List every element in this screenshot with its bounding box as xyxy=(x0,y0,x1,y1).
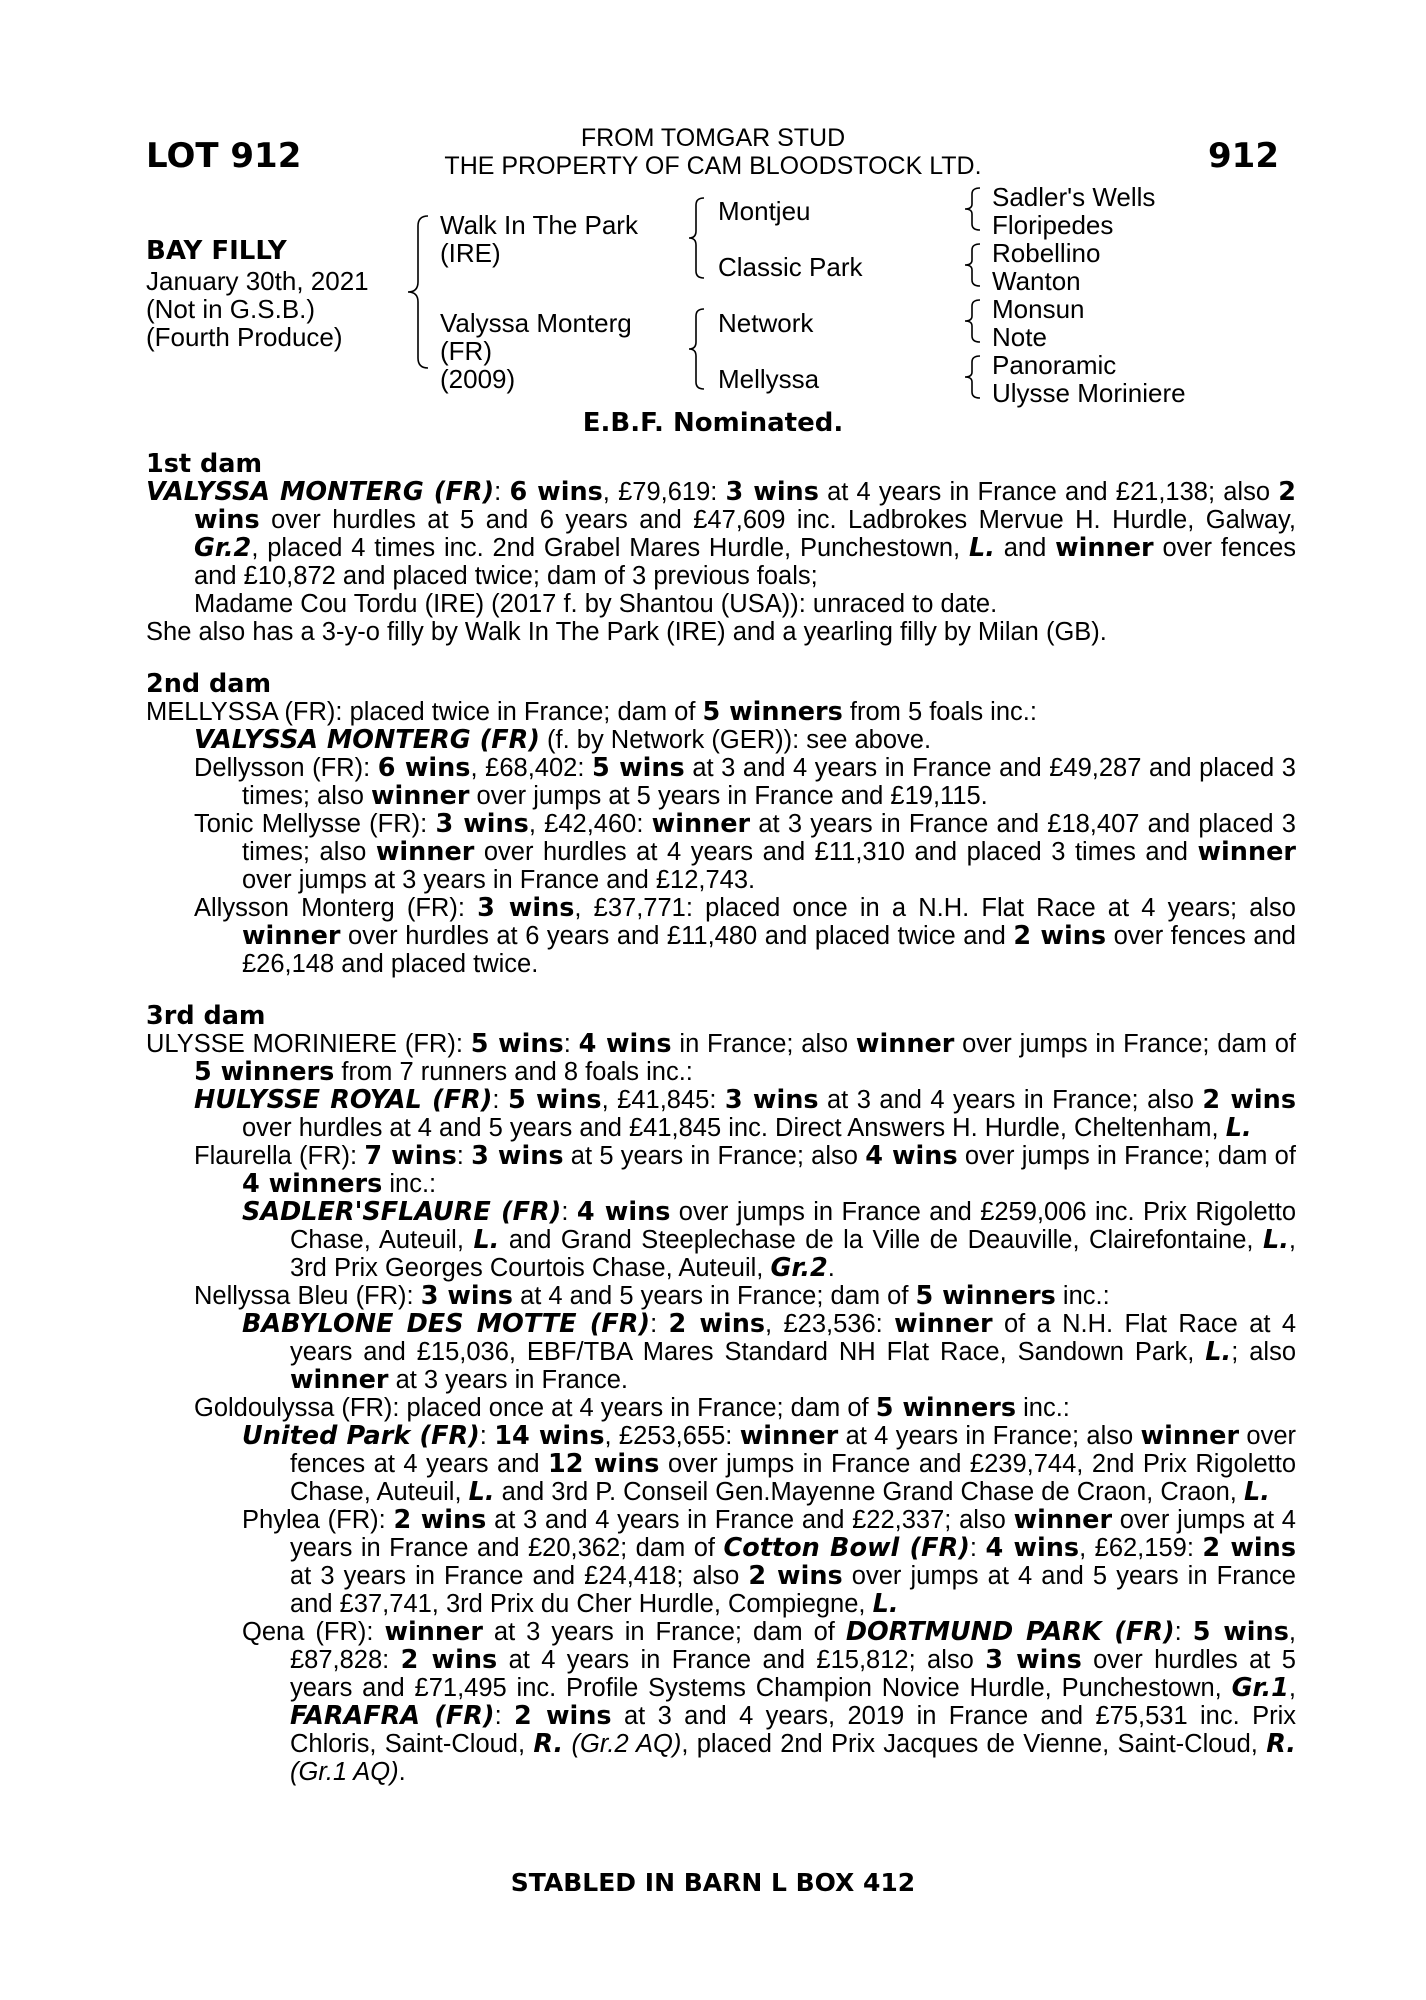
foal-entry: Madame Cou Tordu (IRE) (2017 f. by Shantou (USA)): unraced to date. xyxy=(194,590,998,618)
produce-entry: Flaurella (FR): 7 wins: 3 wins at 5 years in France; also 4 wins over jumps in France; dam of 4 winners inc.: xyxy=(194,1141,1296,1199)
sire-country: (IRE) xyxy=(440,238,501,268)
produce-note: (Fourth Produce) xyxy=(146,322,343,352)
yearling-note: She also has a 3-y-o filly by Walk In The Park (IRE) and a yearling filly by Milan (GB). xyxy=(146,618,1107,646)
foaling-date: January 30th, 2021 xyxy=(146,266,369,296)
dam-record: VALYSSA MONTERG (FR): 6 wins, £79,619: 3 wins at 4 years in France and £21,138; also 2 wins over hurdles at 5 and 6 years and £47,609 inc. Ladbrokes Mervue H. Hurdle, Galway, Gr.2, placed 4 times inc. 2nd Grabel Mares Hurdle, Punchestown, L. and winner over fences and £10,872 and placed twice; dam of 3 previous foals; xyxy=(146,477,1297,590)
ggdam-1: Floripedes xyxy=(992,210,1114,240)
sire-dam: Classic Park xyxy=(718,252,863,282)
catalogue-body xyxy=(146,450,1296,1786)
pedigree-brace-sd xyxy=(962,242,984,288)
vendor-line: FROM TOMGAR STUD xyxy=(580,124,846,152)
stabling-info: STABLED IN BARN L BOX 412 xyxy=(510,1868,916,1897)
pedigree-brace-ss xyxy=(962,186,984,232)
produce-entry: SADLER'SFLAURE (FR): 4 wins over jumps in France and £259,006 inc. Prix Rigoletto Chase, Auteuil, L. and Grand Steeplechase de la Ville de Deauville, Clairefontaine, L., 3rd Prix Georges Courtois Chase, Auteuil, Gr.2. xyxy=(242,1197,1296,1283)
produce-entry: Goldoulyssa (FR): placed once at 4 years in France; dam of 5 winners inc.: xyxy=(194,1393,1070,1423)
produce-entry: Qena (FR): winner at 3 years in France; dam of DORTMUND PARK (FR): 5 wins, £87,828: 2 wins at 4 years in France and £15,812; also 3 wins over hurdles at 5 years and £71,495 inc. Profile Systems Champion Novice Hurdle, Punchestown, Gr.1, FARAFRA (FR): 2 wins at 3 and 4 years, 2019 in France and £75,531 inc. Prix Chloris, Saint-Cloud, R. (Gr.2 AQ), placed 2nd Prix Jacques de Vienne, Saint-Cloud, R. (Gr.1 AQ). xyxy=(242,1617,1296,1786)
produce-entry: Dellysson (FR): 6 wins, £68,402: 5 wins at 3 and 4 years in France and £49,287 and placed 3 times; also winner over jumps at 5 years in France and £19,115. xyxy=(194,753,1296,811)
horse-sex: BAY FILLY xyxy=(146,236,287,266)
property-line: THE PROPERTY OF CAM BLOODSTOCK LTD. xyxy=(444,152,982,180)
produce-entry: Nellyssa Bleu (FR): 3 wins at 4 and 5 years in France; dam of 5 winners inc.: xyxy=(194,1281,1110,1311)
produce-entry: United Park (FR): 14 wins, £253,655: winner at 4 years in France; also winner over fences at 4 years and 12 wins over jumps in France and £239,744, 2nd Prix Rigoletto Chase, Auteuil, L. and 3rd P. Conseil Gen.Mayenne Grand Chase de Craon, Craon, L. xyxy=(242,1421,1296,1507)
produce-entry: VALYSSA MONTERG (FR) (f. by Network (GER)): see above. xyxy=(194,725,932,755)
lot-number: 912 xyxy=(1208,136,1279,176)
dam-name: Valyssa Monterg xyxy=(440,308,632,338)
section-heading-1st-dam: 1st dam xyxy=(146,449,263,479)
section-heading-2nd-dam: 2nd dam xyxy=(146,669,272,699)
pedigree-brace-sire xyxy=(686,195,708,281)
dam-year: (2009) xyxy=(440,364,516,394)
dam-dam: Mellyssa xyxy=(718,364,820,394)
produce-entry: Tonic Mellysse (FR): 3 wins, £42,460: winner at 3 years in France and £18,407 and placed 3 times; also winner over hurdles at 4 years and £11,310 and placed 3 times and winner over jumps at 3 years in France and £12,743. xyxy=(194,809,1296,894)
ggsire-2: Robellino xyxy=(992,238,1101,268)
second-dam-record: MELLYSSA (FR): placed twice in France; dam of 5 winners from 5 foals inc.: xyxy=(146,697,1037,727)
ggdam-4: Ulysse Moriniere xyxy=(992,378,1186,408)
third-dam-record: ULYSSE MORINIERE (FR): 5 wins: 4 wins in France; also winner over jumps in France; dam of 5 winners from 7 runners and 8 foals inc.: xyxy=(146,1029,1296,1087)
ggsire-4: Panoramic xyxy=(992,350,1117,380)
section-heading-3rd-dam: 3rd dam xyxy=(146,1001,266,1031)
lot-label: LOT 912 xyxy=(146,136,302,176)
produce-entry: Phylea (FR): 2 wins at 3 and 4 years in France and £22,337; also winner over jumps at 4 years in France and £20,362; dam of Cotton Bowl (FR): 4 wins, £62,159: 2 wins at 3 years in France and £24,418; also 2 wins over jumps at 4 and 5 years in France and £37,741, 3rd Prix du Cher Hurdle, Compiegne, L. xyxy=(242,1505,1297,1619)
ggdam-2: Wanton xyxy=(992,266,1081,296)
ggdam-3: Note xyxy=(992,322,1047,352)
produce-entry: HULYSSE ROYAL (FR): 5 wins, £41,845: 3 wins at 3 and 4 years in France; also 2 wins over hurdles at 4 and 5 years and £41,845 inc. Direct Answers H. Hurdle, Cheltenham, L. xyxy=(194,1085,1296,1143)
dam-sire: Network xyxy=(718,308,814,338)
sire-name: Walk In The Park xyxy=(440,210,638,240)
pedigree-brace-main xyxy=(406,212,436,372)
sire-sire: Montjeu xyxy=(718,196,811,226)
pedigree-brace-dam xyxy=(686,306,708,392)
ebf-nominated: E.B.F. Nominated. xyxy=(582,408,844,438)
ggsire-3: Monsun xyxy=(992,294,1085,324)
dam-country: (FR) xyxy=(440,336,492,366)
produce-entry: BABYLONE DES MOTTE (FR): 2 wins, £23,536: winner of a N.H. Flat Race at 4 years and £15,036, EBF/TBA Mares Standard NH Flat Race, Sandown Park, L.; also winner at 3 years in France. xyxy=(242,1309,1297,1395)
pedigree-brace-dd xyxy=(962,354,984,400)
ggsire-1: Sadler's Wells xyxy=(992,182,1156,212)
gsb-note: (Not in G.S.B.) xyxy=(146,294,316,324)
pedigree-brace-ds xyxy=(962,298,984,344)
produce-entry: Allysson Monterg (FR): 3 wins, £37,771: placed once in a N.H. Flat Race at 4 years; also winner over hurdles at 6 years and £11,480 and placed twice and 2 wins over fences and £26,148 and placed twice. xyxy=(194,893,1296,978)
